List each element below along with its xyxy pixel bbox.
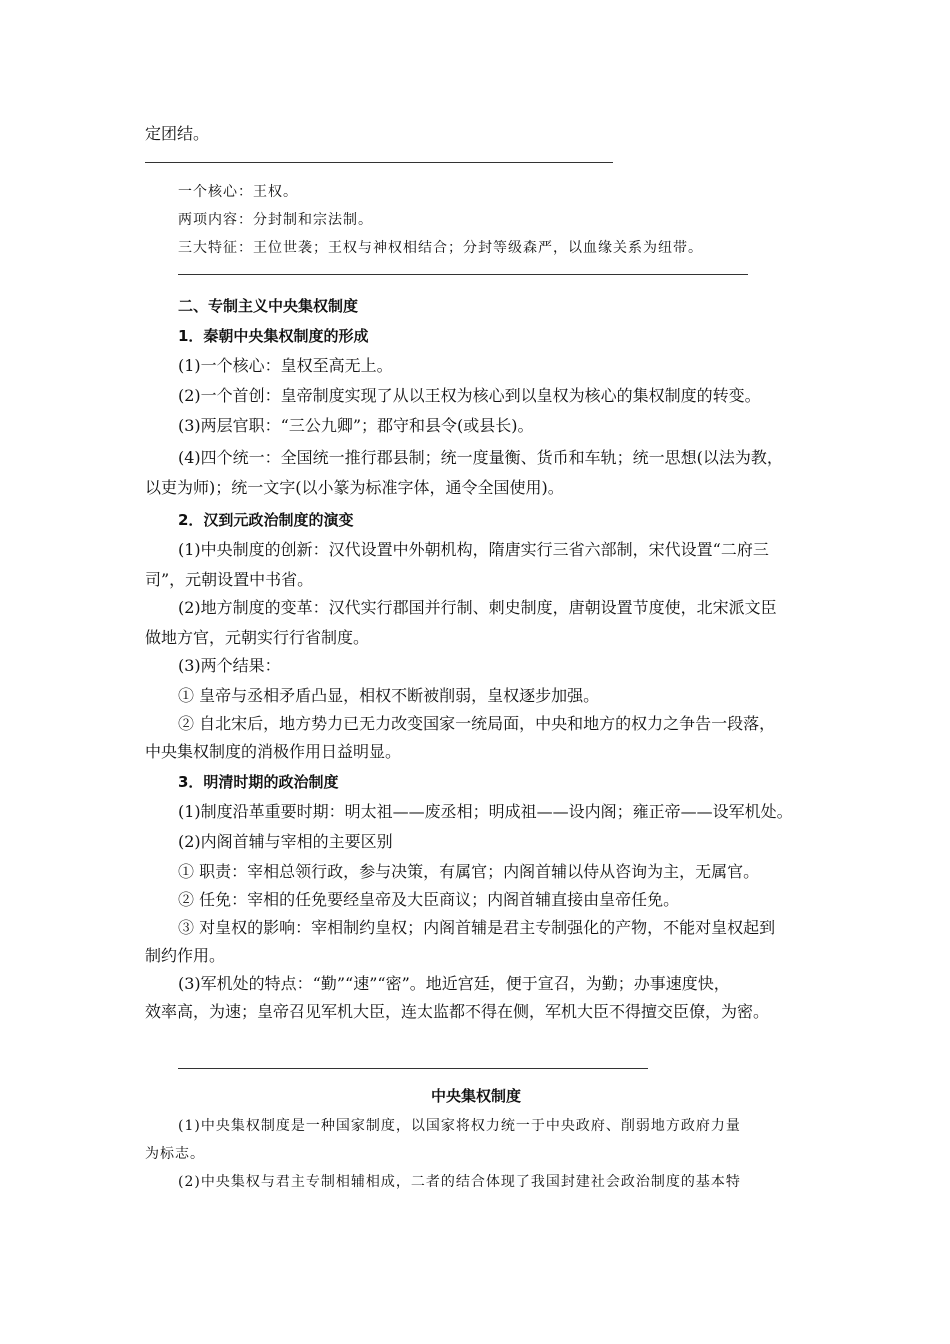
note-line: 为标志。 bbox=[145, 1146, 205, 1162]
paragraph-line: (2)地方制度的变革：汉代实行郡国并行制、刺史制度，唐朝设置节度使，北宋派文臣 bbox=[178, 598, 777, 617]
divider-note-top bbox=[178, 1068, 648, 1069]
subsection-title-2: 2．汉到元政治制度的演变 bbox=[178, 511, 354, 529]
subsection-title-1: 1．秦朝中央集权制度的形成 bbox=[178, 327, 369, 345]
note-title: 中央集权制度 bbox=[430, 1087, 521, 1105]
paragraph-line: ② 任免：宰相的任免要经皇帝及大臣商议；内阁首辅直接由皇帝任免。 bbox=[178, 890, 680, 909]
paragraph-line: (3)军机处的特点：“勤”“速”“密”。地近宫廷，便于宣召，为勤；办事速度快， bbox=[178, 974, 730, 993]
paragraph-line: ① 皇帝与丞相矛盾凸显，相权不断被削弱，皇权逐步加强。 bbox=[178, 686, 600, 705]
note-line: (1)中央集权制度是一种国家制度，以国家将权力统一于中央政府、削弱地方政府力量 bbox=[178, 1118, 741, 1134]
paragraph-line: (1)一个核心：皇权至高无上。 bbox=[178, 356, 393, 375]
paragraph-line: (2)一个首创：皇帝制度实现了从以王权为核心到以皇权为核心的集权制度的转变。 bbox=[178, 386, 761, 405]
paragraph-line: (1)制度沿革重要时期：明太祖——废丞相；明成祖——设内阁；雍正帝——设军机处。 bbox=[178, 802, 793, 821]
paragraph-line: 中央集权制度的消极作用日益明显。 bbox=[145, 742, 402, 761]
paragraph-line: ③ 对皇权的影响：宰相制约皇权；内阁首辅是君主专制强化的产物，不能对皇权起到 bbox=[178, 918, 776, 937]
summary-line-2: 两项内容：分封制和宗法制。 bbox=[178, 212, 373, 228]
summary-line-1: 一个核心：王权。 bbox=[178, 184, 298, 200]
paragraph-line: ② 自北宋后，地方势力已无力改变国家一统局面，中央和地方的权力之争告一段落， bbox=[178, 714, 776, 733]
divider-summary-bottom bbox=[178, 274, 748, 275]
paragraph-line: (1)中央制度的创新：汉代设置中外朝机构，隋唐实行三省六部制，宋代设置“二府三 bbox=[178, 540, 769, 559]
section-heading: 二、专制主义中央集权制度 bbox=[178, 297, 359, 315]
paragraph-line: 制约作用。 bbox=[145, 946, 226, 965]
note-line: (2)中央集权与君主专制相辅相成，二者的结合体现了我国封建社会政治制度的基本特 bbox=[178, 1174, 741, 1190]
continuation-text: 定团结。 bbox=[145, 124, 210, 143]
subsection-title-3: 3．明清时期的政治制度 bbox=[178, 773, 339, 791]
paragraph-line: (4)四个统一：全国统一推行郡县制；统一度量衡、货币和车轨；统一思想(以法为教， bbox=[178, 448, 783, 467]
summary-line-3: 三大特征：王位世袭；王权与神权相结合；分封等级森严，以血缘关系为纽带。 bbox=[178, 240, 703, 256]
paragraph-line: 做地方官，元朝实行行省制度。 bbox=[145, 628, 370, 647]
paragraph-line: (2)内阁首辅与宰相的主要区别 bbox=[178, 832, 393, 851]
paragraph-line: 司”，元朝设置中书省。 bbox=[145, 570, 314, 589]
paragraph-line: (3)两个结果： bbox=[178, 656, 281, 675]
paragraph-line: 效率高，为速；皇帝召见军机大臣，连太监都不得在侧，军机大臣不得擅交臣僚，为密。 bbox=[145, 1002, 770, 1021]
paragraph-line: (3)两层官职：“三公九卿”；郡守和县令(或县长)。 bbox=[178, 416, 534, 435]
paragraph-line: 以吏为师)；统一文字(以小篆为标准字体，通令全国使用)。 bbox=[145, 478, 564, 497]
paragraph-line: ① 职责：宰相总领行政，参与决策，有属官；内阁首辅以侍从咨询为主，无属官。 bbox=[178, 862, 760, 881]
divider-top bbox=[145, 162, 613, 163]
